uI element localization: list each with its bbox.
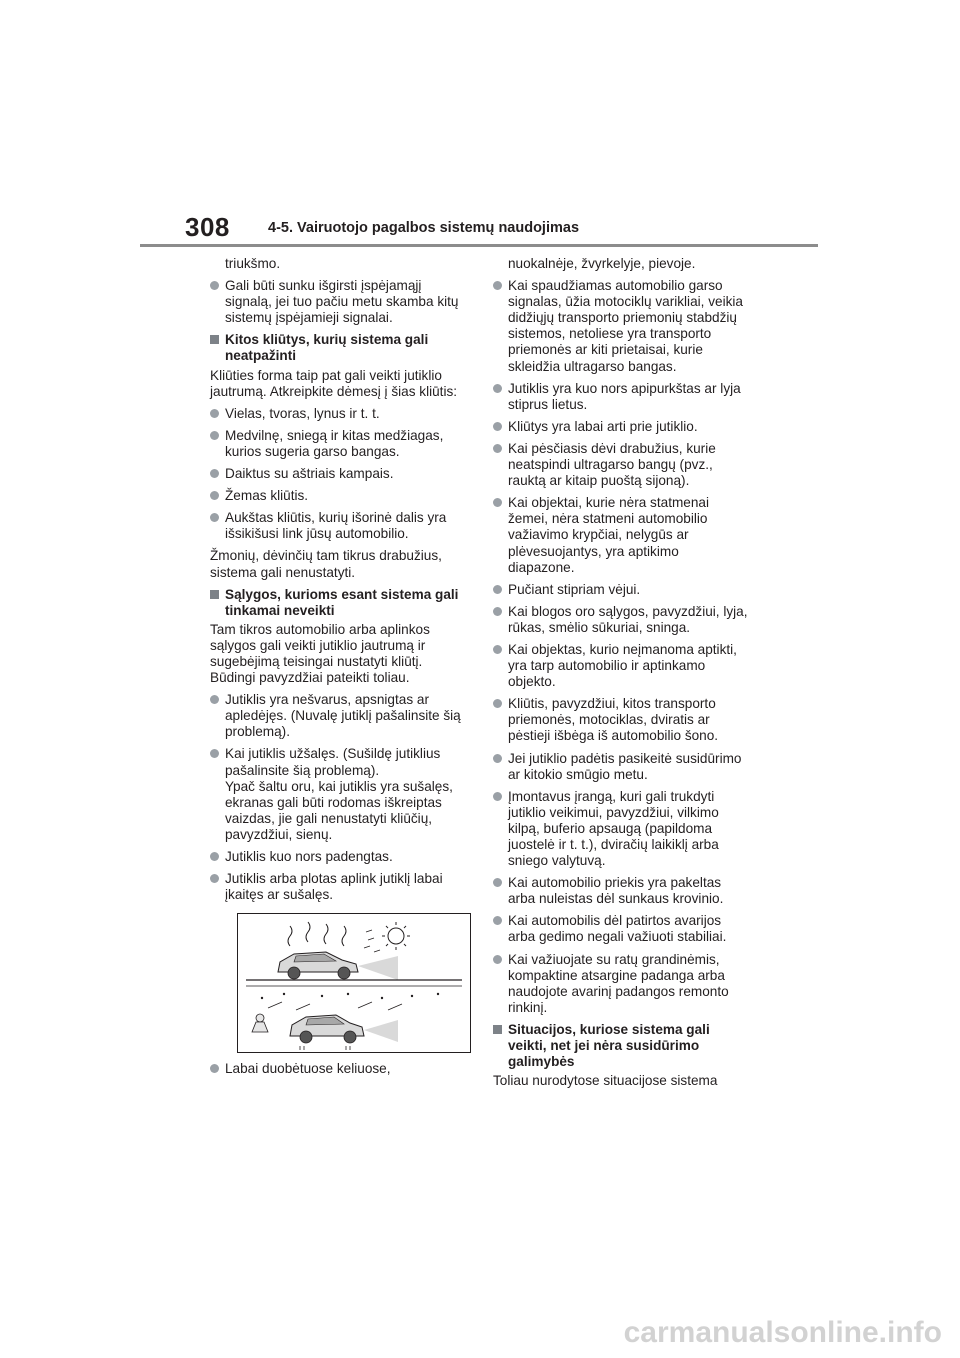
car-icon — [278, 952, 358, 979]
list-item — [210, 746, 466, 843]
list-item: Gali būti sunku išgirsti įspėjamąjį signalą, jei tuo pačiu metu skamba kitų sistemų įspėjamieji signalai. — [210, 278, 466, 326]
list-item: Kai spaudžiamas automobilio garso signalas, ūžia motociklų varikliai, veikia didžiųjų transporto priemonių stabdžių sistemos, netoliese yra transporto priemonės ar kiti prietaisai, kurie skleidžia ultragarso bangas. — [493, 278, 749, 375]
sensor-beam — [358, 956, 398, 980]
paragraph: Tam tikros automobilio arba aplinkos sąlygos gali veikti jutiklio jautrumą ir sugebėjimą teisingai nustatyti kliūtį. Būdingi pavyzdžiai pateikti toliau. — [210, 621, 430, 686]
subsection-heading: Sąlygos, kurioms esant sistema gali tinkamai neveikti — [210, 587, 466, 619]
illustration-svg — [238, 914, 469, 1051]
list-item: Jutiklis arba plotas aplink jutiklį labai įkaitęs ar sušalęs. — [210, 871, 466, 903]
paragraph: Kliūties forma taip pat gali veikti jutiklio jautrumą. Atkreipkite dėmesį į šias kliūtis: — [210, 367, 458, 399]
list-item: Įmontavus įrangą, kuri gali trukdyti jutiklio veikimui, pavyzdžiui, vilkimo kilpą, buferio apsaugą (papildoma juostelė ir t. t.), dviračių laikiklį arba sniego valytuvą. — [493, 789, 749, 869]
list-item: Daiktus su aštriais kampais. — [210, 466, 466, 482]
list-item: Pučiant stipriam vėjui. — [493, 582, 749, 598]
sensor-beam — [364, 1020, 398, 1042]
list-item: Jutiklis kuo nors padengtas. — [210, 849, 466, 865]
continued-text: triukšmo. — [225, 256, 281, 271]
sun-icon — [382, 922, 410, 950]
list-item-text: Ypač šaltu oru, kai jutiklis yra sušalęs, ekranas gali būti rodomas iškreiptas vaizdas, jie gali nenustatyti kliūčių, pavyzdžiui, sienų. — [225, 778, 453, 842]
section-title: 4-5. Vairuotojo pagalbos sistemų naudojimas — [268, 220, 580, 236]
wind-dashes — [268, 1002, 402, 1010]
sunlight-dashes — [364, 930, 380, 952]
subsection-heading: Kitos kliūtys, kurių sistema gali neatpažinti — [210, 332, 466, 364]
header-divider — [140, 244, 818, 247]
paragraph: Žmonių, dėvinčių tam tikrus drabužius, sistema gali nenustatyti. — [210, 548, 442, 580]
sensor-conditions-illustration — [237, 913, 471, 1053]
list-item-text: Kai jutiklis užšalęs. (Sušildę jutiklius pašalinsite šią problemą). — [225, 746, 441, 778]
list-item: Jei jutiklio padėtis pasikeitė susidūrimo ar kitokio smūgio metu. — [493, 751, 749, 783]
list-item: Vielas, tvoras, lynus ir t. t. — [210, 406, 466, 422]
snowy-car-icon — [290, 1015, 364, 1043]
paragraph: Toliau nurodytose situacijose sistema — [493, 1073, 718, 1089]
continued-text: nuokalnėje, žvyrkelyje, pievoje. — [508, 256, 696, 271]
list-item: Kai automobilio priekis yra pakeltas arba nuleistas dėl sunkaus krovinio. — [493, 875, 749, 907]
page-number: 308 — [185, 212, 230, 242]
snow-flake-icon — [261, 993, 439, 999]
list-item: Kliūtys yra labai arti prie jutiklio. — [493, 419, 749, 435]
page-header — [0, 0, 960, 250]
heat-wave-icon — [288, 922, 346, 946]
ice-marks — [300, 1046, 350, 1050]
list-item: Jutiklis yra kuo nors apipurkštas ar lyja stiprus lietus. — [493, 381, 749, 413]
list-item: Kai objektas, kurio neįmanoma aptikti, yra tarp automobilio ir aptinkamo objekto. — [493, 642, 749, 690]
list-item: Kai blogos oro sąlygos, pavyzdžiui, lyja, rūkas, smėlio sūkuriai, sninga. — [493, 604, 749, 636]
list-item: Kliūtis, pavyzdžiui, kitos transporto priemonės, motociklas, dviratis ar pėstieji išbėga iš automobilio šono. — [493, 696, 749, 744]
list-item: Kai objektai, kurie nėra statmenai žemei, nėra statmeni automobilio važiavimo krypčiai, nelygūs ar plėvesuojantys, yra aptikimo diapazone. — [493, 495, 749, 575]
list-item: Kai automobilis dėl patirtos avarijos arba gedimo negali važiuoti stabiliai. — [493, 913, 749, 945]
subsection-heading: Situacijos, kuriose sistema gali veikti, net jei nėra susidūrimo galimybės — [493, 1022, 749, 1070]
list-item: Labai duobėtuose keliuose, — [210, 1061, 466, 1077]
list-item: Aukštas kliūtis, kurių išorinė dalis yra išsikišusi link jūsų automobilio. — [210, 510, 466, 542]
left-column — [210, 256, 466, 1083]
list-item: Medvilnę, sniegą ir kitas medžiagas, kurios sugeria garso bangas. — [210, 428, 466, 460]
list-item: Jutiklis yra nešvarus, apsnigtas ar apledėjęs. (Nuvalę jutiklį pašalinsite šią problemą). — [210, 692, 466, 740]
list-item: Kai važiuojate su ratų grandinėmis, kompaktine atsargine padanga arba naudojote avarinį padangos remonto rinkinį. — [493, 952, 749, 1016]
list-item: Kai pėsčiasis dėvi drabužius, kurie neatspindi ultragarso bangų (pvz., rauktą ar kitaip puoštą sijoną). — [493, 441, 749, 489]
watermark: carmanualsonline.info — [623, 1316, 942, 1349]
list-item: Žemas kliūtis. — [210, 488, 466, 504]
pedestrian-icon — [252, 1014, 268, 1032]
right-column — [493, 256, 749, 1095]
